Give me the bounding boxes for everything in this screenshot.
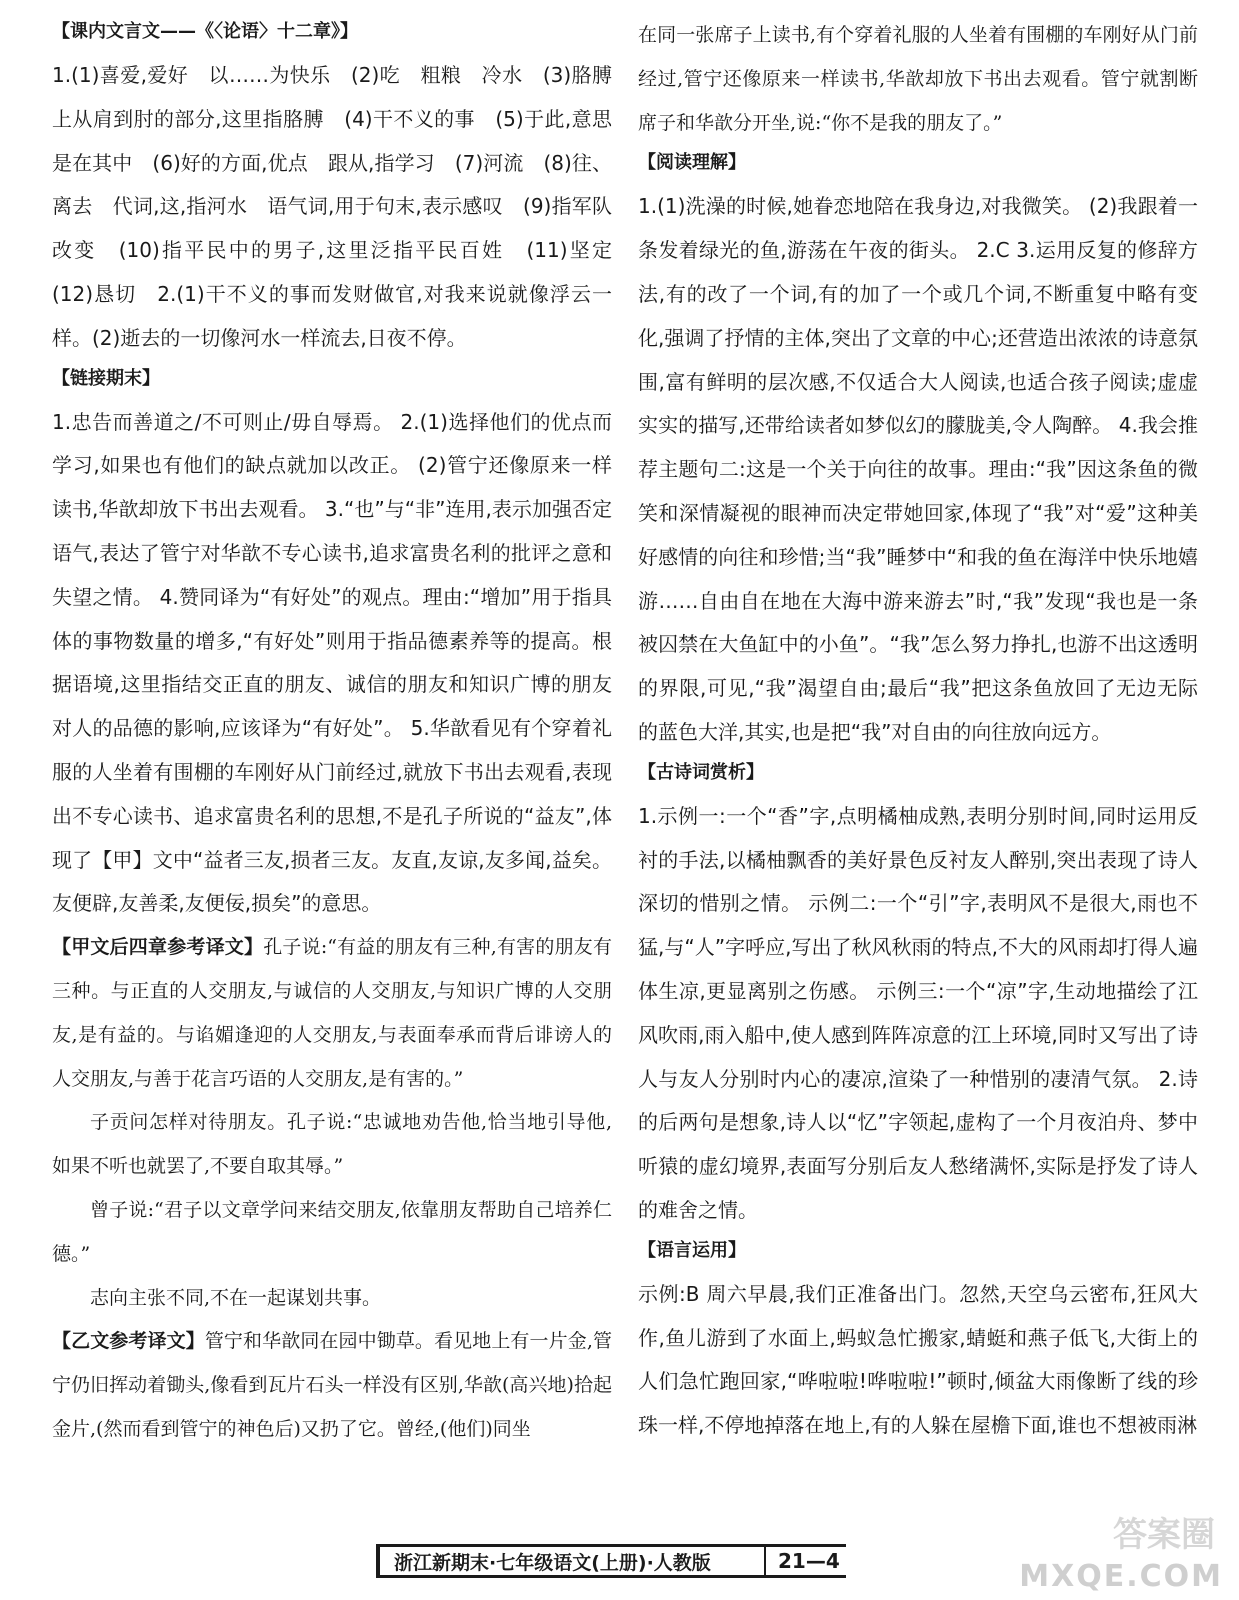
section-heading-language-use: 【语言运用】: [638, 1239, 746, 1261]
section-heading-reading: 【阅读理解】: [638, 152, 746, 174]
left-column: [52, 14, 632, 1452]
watermark-site: MXQE.COM: [1019, 1559, 1223, 1594]
translation-a-paragraph: [52, 926, 612, 1101]
section-body-poetry: 1.示例一:一个“香”字,点明橘柚成熟,表明分别时间,同时运用反衬的手法,以橘柚飘香的美好景色反衬友人醉别,突出表现了诗人深切的惜别之情。 示例二:一个“引”字,表明风不是很大,雨也不猛,与“人”字呼应,写出了秋风秋雨的特点,不大的风雨却打得人遍体生凉,更显离别之伤感。 示例三:一个“凉”字,生动地描绘了江风吹雨,雨入船中,使人感到阵阵凉意的江上环境,同时又写出了诗人与友人分别时内心的凄凉,渲染了一种惜别的凄清气氛。 2.诗的后两句是想象,诗人以“忆”字领起,虚构了一个月夜泊舟、梦中听猿的虚幻境界,表面写分别后友人愁绪满怀,实际是抒发了诗人的难舍之情。: [638, 803, 1198, 1222]
translation-a-label: 【甲文后四章参考译文】: [52, 936, 264, 959]
translation-a-paragraph-3: 曾子说:“君子以文章学问来结交朋友,依靠朋友帮助自己培养仁德。”: [52, 1198, 612, 1265]
translation-b-text: 管宁和华歆同在园中锄草。看见地上有一片金,管宁仍旧挥动着锄头,像看到瓦片石头一样没有区别,华歆(高兴地)拾起金片,(然而看到管宁的神色后)又扔了它。曾经,(他们)同坐: [52, 1330, 612, 1440]
translation-a-paragraph-2: 子贡问怎样对待朋友。孔子说:“忠诚地劝告他,恰当地引导他,如果不听也就罢了,不要自取其辱。”: [52, 1111, 612, 1178]
watermark-logo: 答案圈: [1113, 1515, 1215, 1555]
translation-b-continued: 在同一张席子上读书,有个穿着礼服的人坐着有围棚的车刚好从门前经过,管宁还像原来一样读书,华歆却放下书出去观看。管宁就割断席子和华歆分开坐,说:“你不是我的朋友了。”: [638, 24, 1198, 134]
page-number: 21—4: [764, 1547, 846, 1575]
right-column: [638, 14, 1198, 1448]
section-body-final-exam-link: 1.忠告而善道之/不可则止/毋自辱焉。 2.(1)选择他们的优点而学习,如果也有他们的缺点就加以改正。 (2)管宁还像原来一样读书,华歆却放下书出去观看。 3.“也”与“非”连用,表示加强否定语气,表达了管宁对华歆不专心读书,追求富贵名利的批评之意和失望之情。 4.赞同译为“有好处”的观点。理由:“增加”用于指具体的事物数量的增多,“有好处”则用于指品德素养等的提高。根据语境,这里指结交正直的朋友、诚信的朋友和知识广博的朋友对人的品德的影响,应该译为“有好处”。 5.华歆看见有个穿着礼服的人坐着有围棚的车刚好从门前经过,就放下书出去观看,表现出不专心读书、追求富贵名利的思想,不是孔子所说的“益友”,体现了【甲】文中“益者三友,损者三友。友直,友谅,友多闻,益矣。友便辟,友善柔,友便佞,损矣”的意思。: [52, 409, 612, 916]
section-heading-poetry: 【古诗词赏析】: [638, 761, 764, 783]
translation-b-paragraph: [52, 1320, 612, 1451]
translation-a-paragraph-4: 志向主张不同,不在一起谋划共事。: [90, 1286, 382, 1309]
section-body-language-use: 示例:B 周六早晨,我们正准备出门。忽然,天空乌云密布,狂风大作,鱼儿游到了水面上,蚂蚁急忙搬家,蜻蜓和燕子低飞,大街上的人们急忙跑回家,“哗啦啦!哗啦啦!”顿时,倾盆大雨像断了线的珍珠一样,不停地掉落在地上,有的人躲在屋檐下面,谁也不想被雨淋: [638, 1281, 1198, 1438]
section-body-classical-text: 1.(1)喜爱,爱好 以……为快乐 (2)吃 粗粮 冷水 (3)胳膊上从肩到肘的部分,这里指胳膊 (4)干不义的事 (5)于此,意思是在其中 (6)好的方面,优点 跟从,指学习 (7)河流 (8)往、离去 代词,这,指河水 语气词,用于句末,表示感叹 (9)指军队改变 (10)指平民中的男子,这里泛指平民百姓 (11)坚定 (12)恳切 2.(1)干不义的事而发财做官,对我来说就像浮云一样。(2)逝去的一切像河水一样流去,日夜不停。: [52, 63, 632, 350]
section-heading-final-exam-link: 【链接期末】: [52, 367, 160, 389]
translation-a-text: 孔子说:“有益的朋友有三种,有害的朋友有三种。与正直的人交朋友,与诚信的人交朋友,与知识广博的人交朋友,是有益的。与谄媚逢迎的人交朋友,与表面奉承而背后诽谤人的人交朋友,与善于花言巧语的人交朋友,是有害的。”: [52, 936, 612, 1090]
translation-b-label: 【乙文参考译文】: [52, 1330, 205, 1353]
footer-book-title: 浙江新期末·七年级语文(上册)·人教版: [394, 1551, 711, 1574]
section-heading-classical-text: 【课内文言文——《〈论语〉十二章》】: [52, 21, 358, 42]
section-body-reading: 1.(1)洗澡的时候,她眷恋地陪在我身边,对我微笑。 (2)我跟着一条发着绿光的鱼,游荡在午夜的街头。 2.C 3.运用反复的修辞方法,有的改了一个词,有的加了一个或几个词,不断重复中略有变化,强调了抒情的主体,突出了文章的中心;还营造出浓浓的诗意氛围,富有鲜明的层次感,不仅适合大人阅读,也适合孩子阅读;虚虚实实的描写,还带给读者如梦似幻的朦胧美,令人陶醉。 4.我会推荐主题句二:这是一个关于向往的故事。理由:“我”因这条鱼的微笑和深情凝视的眼神而决定带她回家,体现了“我”对“爱”这种美好感情的向往和珍惜;当“我”睡梦中“和我的鱼在海洋中快乐地嬉游……自由自在地在大海中游来游去”时,“我”发现“我也是一条被囚禁在大鱼缸中的小鱼”。“我”怎么努力挣扎,也游不出这透明的界限,可见,“我”渴望自由;最后“我”把这条鱼放回了无边无际的蓝色大洋,其实,也是把“我”对自由的向往放向远方。: [638, 194, 1198, 744]
